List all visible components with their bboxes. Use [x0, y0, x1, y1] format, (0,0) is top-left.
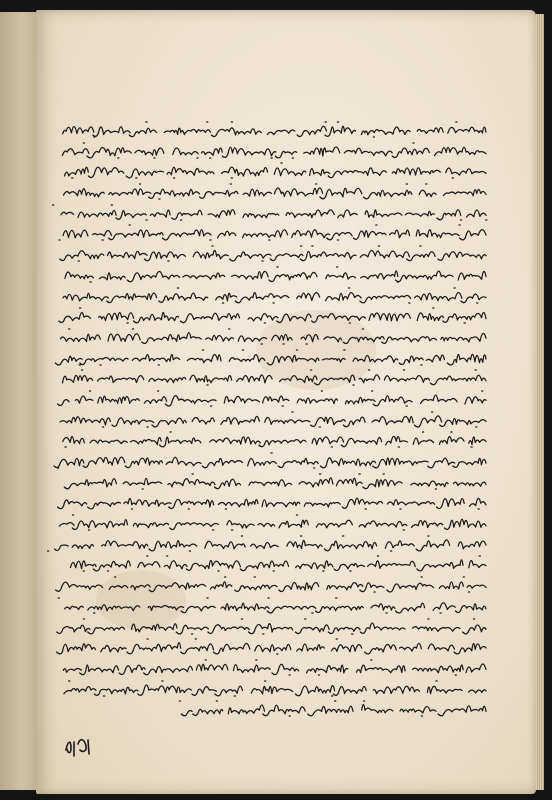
- handwriting-stroke: [62, 284, 490, 306]
- manuscript-line: [62, 139, 490, 160]
- manuscript-line: [62, 242, 490, 263]
- manuscript-line: [62, 697, 490, 718]
- handwriting-stroke: [62, 552, 490, 574]
- manuscript-line: [62, 263, 490, 284]
- handwriting-stroke: [62, 615, 490, 637]
- manuscript-line: [62, 635, 490, 656]
- manuscript-line: [62, 366, 490, 387]
- handwriting-stroke: [62, 118, 490, 140]
- folio-label: قرا: [62, 732, 64, 733]
- manuscript-line: [62, 594, 490, 615]
- handwriting-stroke: [62, 594, 490, 616]
- manuscript-line: [62, 325, 490, 346]
- manuscript-line: [62, 532, 490, 553]
- manuscript-line: [62, 159, 490, 180]
- manuscript-line: [62, 201, 490, 222]
- handwriting-stroke: [62, 532, 490, 554]
- handwriting-stroke: [62, 304, 490, 326]
- page-stack-edge: [536, 14, 544, 790]
- manuscript-line: [62, 118, 490, 139]
- handwriting-stroke: [62, 180, 490, 202]
- handwriting-stroke: [62, 325, 490, 347]
- manuscript-line: [62, 408, 490, 429]
- manuscript-line: [62, 615, 490, 636]
- handwriting-stroke: [62, 470, 490, 492]
- handwriting-stroke: [62, 387, 490, 409]
- handwriting-stroke: [62, 697, 490, 719]
- handwriting-stroke: [62, 656, 490, 678]
- handwriting-stroke: [62, 242, 490, 264]
- manuscript-line: [62, 346, 490, 367]
- handwriting-stroke: [62, 408, 490, 430]
- handwriting-stroke: [62, 263, 490, 285]
- manuscript-line: [62, 284, 490, 305]
- handwriting-stroke: [62, 511, 490, 533]
- manuscript-line: [62, 428, 490, 449]
- handwriting-stroke: [62, 635, 490, 657]
- manuscript-line: [62, 304, 490, 325]
- manuscript-line: [62, 387, 490, 408]
- manuscript-line: [62, 470, 490, 491]
- previous-page-edge: [0, 12, 40, 790]
- folio-mark: [62, 734, 92, 760]
- handwriting-stroke: [62, 366, 490, 388]
- manuscript-line: [62, 677, 490, 698]
- manuscript-line: [62, 656, 490, 677]
- handwriting-stroke: [62, 159, 490, 181]
- handwriting-stroke: [62, 428, 490, 450]
- handwriting-stroke: [62, 346, 490, 368]
- manuscript-line: [62, 490, 490, 511]
- handwriting-stroke: [62, 677, 490, 699]
- manuscript-line: [62, 449, 490, 470]
- handwriting-stroke: [62, 449, 490, 471]
- manuscript-line: [62, 511, 490, 532]
- manuscript-line: [62, 221, 490, 242]
- handwriting-stroke: [62, 490, 490, 512]
- handwriting-stroke: [62, 201, 490, 223]
- manuscript-line: [62, 552, 490, 573]
- manuscript-line: [62, 180, 490, 201]
- manuscript-text-block: [62, 118, 490, 712]
- handwriting-stroke: [62, 221, 490, 243]
- handwriting-stroke: [62, 573, 490, 595]
- handwriting-stroke: [62, 139, 490, 161]
- manuscript-line: [62, 573, 490, 594]
